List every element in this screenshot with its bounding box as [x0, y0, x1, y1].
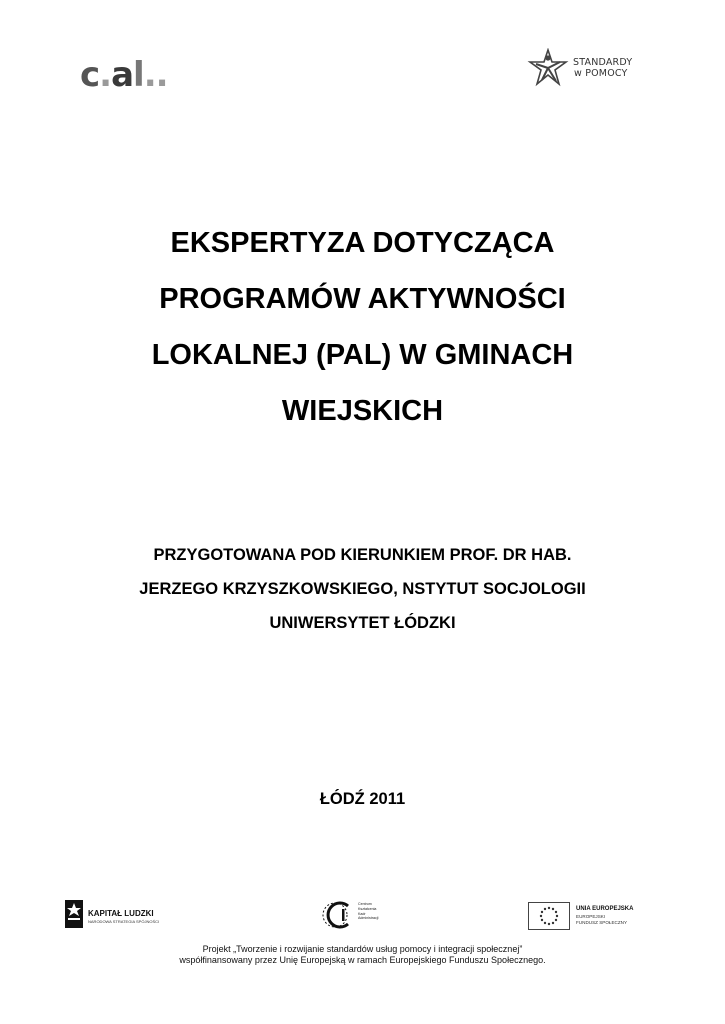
kapital-ludzki-name: KAPITAŁ LUDZKI [88, 909, 154, 918]
ue-sub-line-2: FUNDUSZ SPOŁECZNY [576, 919, 628, 925]
ckc-text [358, 902, 378, 921]
title-line-2: PROGRAMÓW AKTYWNOŚCI [159, 283, 566, 315]
cal-letter-a: a [111, 55, 134, 95]
ckc-line-3: Kadr [358, 911, 366, 916]
standardy-logo-line1: STANDARDY [573, 57, 633, 68]
eu-flag-icon [528, 902, 570, 930]
ckc-line-1: Centrum [358, 902, 372, 906]
kapital-ludzki-logo [64, 898, 174, 932]
document-subtitle [0, 538, 725, 640]
document-title [0, 215, 725, 439]
place-date: ŁÓDŹ 2011 [319, 790, 406, 808]
cal-letter-l: l [133, 55, 144, 95]
subtitle-line-3: UNIWERSYTET ŁÓDZKI [269, 614, 456, 632]
standardy-w-pomocy-logo [526, 48, 646, 90]
ckc-icon [320, 900, 358, 930]
ckc-line-2: Kształcenia [358, 906, 377, 911]
cal-dot: . [99, 55, 112, 95]
standardy-logo-line2: w POMOCY [574, 68, 628, 79]
kapital-ludzki-subtitle: NARODOWA STRATEGIA SPÓJNOŚCI [88, 919, 160, 924]
title-line-4: WIEJSKICH [281, 395, 444, 427]
footer-line-1: Projekt „Tworzenie i rozwijanie standardów usług pomocy i integracji społecznej” [202, 944, 523, 954]
title-line-3: LOKALNEJ (PAL) W GMINACH [151, 339, 574, 371]
unia-europejska-logo [528, 902, 668, 932]
ckc-line-4: Administracji [358, 916, 379, 921]
title-line-1: EKSPERTYZA DOTYCZĄCA [170, 227, 555, 259]
cal-letter-c: c [80, 55, 100, 95]
cal-logo [80, 55, 168, 95]
eu-stars-icon [529, 903, 569, 929]
ckc-logo [320, 900, 379, 930]
star-figure-icon [526, 48, 572, 90]
footer-note [0, 944, 725, 966]
cal-dot-3: . [155, 55, 168, 95]
cal-dot-2: . [143, 55, 156, 95]
standardy-logo-text [573, 57, 632, 79]
subtitle-line-1: PRZYGOTOWANA POD KIERUNKIEM PROF. DR HAB. [153, 546, 572, 564]
ue-subtitle [576, 914, 627, 925]
ue-name: UNIA EUROPEJSKA [576, 906, 634, 912]
ue-sub-line-1: EUROPEJSKI [576, 914, 606, 919]
kapital-ludzki-icon [64, 898, 86, 930]
footer-line-2: współfinansowany przez Unię Europejską w ramach Europejskiego Funduszu Społecznego. [179, 955, 546, 965]
subtitle-line-2: JERZEGO KRZYSZKOWSKIEGO, NSTYTUT SOCJOLOGII [139, 580, 586, 598]
